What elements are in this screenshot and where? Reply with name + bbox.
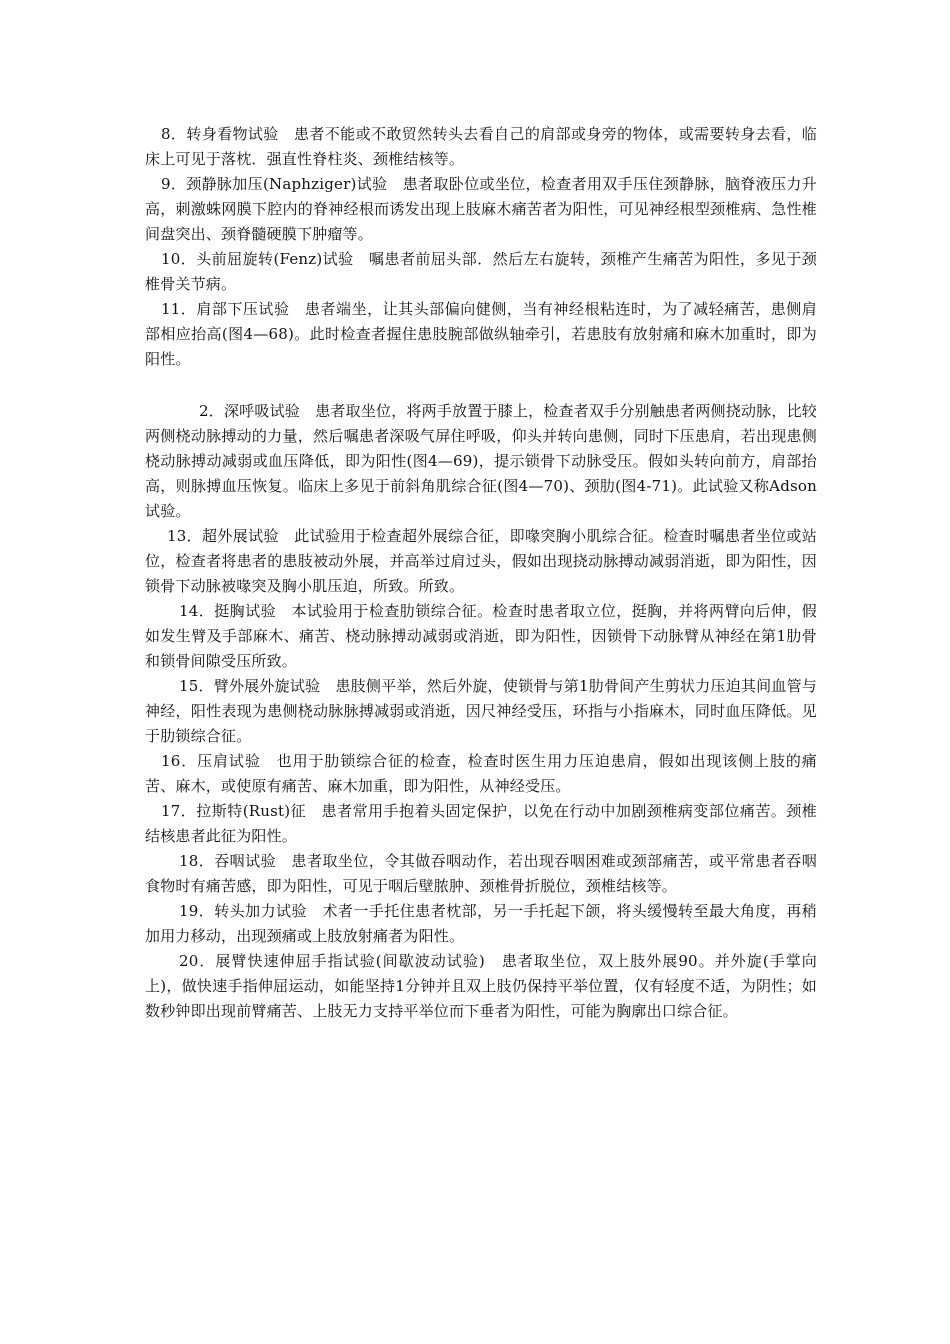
paragraph-test-11: 11．肩部下压试验 患者端坐，让其头部偏向健侧，当有神经根粘连时，为了减轻痛苦，患侧肩部相应抬高(图4—68)。此时检查者握住患肢腕部做纵轴牵引，若患肢有放射痛和麻木加重时，即为阳性。 [145, 300, 817, 368]
paragraph-gap [145, 372, 817, 399]
paragraph-test-10: 10．头前屈旋转(Fenz)试验 嘱患者前屈头部．然后左右旋转，颈椎产生痛苦为阳性，多见于颈椎骨关节病。 [145, 250, 817, 293]
paragraph-test-18: 18．吞咽试验 患者取坐位，令其做吞咽动作，若出现吞咽困难或颈部痛苦，或平常患者吞咽食物时有痛苦感，即为阳性，可见于咽后壁脓肿、颈椎骨折脱位，颈椎结核等。 [145, 852, 817, 895]
paragraph-test-20: 20．展臂快速伸屈手指试验(间歇波动试验) 患者取坐位，双上肢外展90。并外旋(手掌向上)，做快速手指伸屈运动，如能坚持1分钟并且双上肢仍保持平举位置，仅有轻度不适，为阴性；如数秒钟即出现前臂痛苦、上肢无力支持平举位而下垂者为阳性，可能为胸廓出口综合征。 [145, 952, 817, 1020]
paragraph-test-19: 19．转头加力试验 术者一手托住患者枕部，另一手托起下颌，将头缓慢转至最大角度，再稍加用力移动，出现颈痛或上肢放射痛者为阳性。 [145, 902, 817, 945]
paragraph-test-14: 14．挺胸试验 本试验用于检查肋锁综合征。检查时患者取立位，挺胸，并将两臂向后伸，假如发生臂及手部麻木、痛苦、桡动脉搏动减弱或消逝，即为阳性，因锁骨下动脉臂从神经在第1肋骨和锁骨间隙受压所致。 [145, 602, 817, 670]
paragraph-test-17: 17．拉斯特(Rust)征 患者常用手抱着头固定保护，以免在行动中加剧颈椎病变部位痛苦。颈椎结核患者此征为阳性。 [145, 802, 817, 845]
paragraph-test-16: 16．压肩试验 也用于肋锁综合征的检查，检查时医生用力压迫患肩，假如出现该侧上肢的痛苦、麻木，或使原有痛苦、麻木加重，即为阳性，从神经受压。 [145, 752, 817, 795]
paragraph-test-9: 9．颈静脉加压(Naphziger)试验 患者取卧位或坐位，检查者用双手压住颈静脉，脑脊液压力升高，刺激蛛网膜下腔内的脊神经根而诱发出现上肢麻木痛苦者为阳性，可见神经根型颈椎病、急性椎间盘突出、颈脊髓硬膜下肿瘤等。 [145, 175, 817, 243]
document-body [145, 122, 817, 1024]
paragraph-test-15: 15．臂外展外旋试验 患肢侧平举，然后外旋，使锁骨与第1肋骨间产生剪状力压迫其间血管与神经，阳性表现为患侧桡动脉脉搏减弱或消逝，因尺神经受压，环指与小指麻木，同时血压降低。见于肋锁综合征。 [145, 677, 817, 745]
paragraph-test-13: 13．超外展试验 此试验用于检查超外展综合征，即喙突胸小肌综合征。检查时嘱患者坐位或站位，检查者将患者的患肢被动外展，并高举过肩过头，假如出现挠动脉搏动减弱消逝，即为阳性，因锁骨下动脉被喙突及胸小肌压迫，所致。所致。 [145, 527, 817, 595]
paragraph-test-8: 8．转身看物试验 患者不能或不敢贸然转头去看自己的肩部或身旁的物体，或需要转身去看，临床上可见于落枕．强直性脊柱炎、颈椎结核等。 [145, 125, 817, 168]
paragraph-test-12: 2．深呼吸试验 患者取坐位，将两手放置于膝上，检查者双手分别触患者两侧挠动脉，比较两侧桡动脉搏动的力量，然后嘱患者深吸气屏住呼吸，仰头并转向患侧，同时下压患肩，若出现患侧桡动脉搏动减弱或血压降低，即为阳性(图4—69)，提示锁骨下动脉受压。假如头转向前方，肩部抬高，则脉搏血压恢复。临床上多见于前斜角肌综合征(图4—70)、颈肋(图4-71)。此试验又称Adson试验。 [145, 402, 817, 520]
